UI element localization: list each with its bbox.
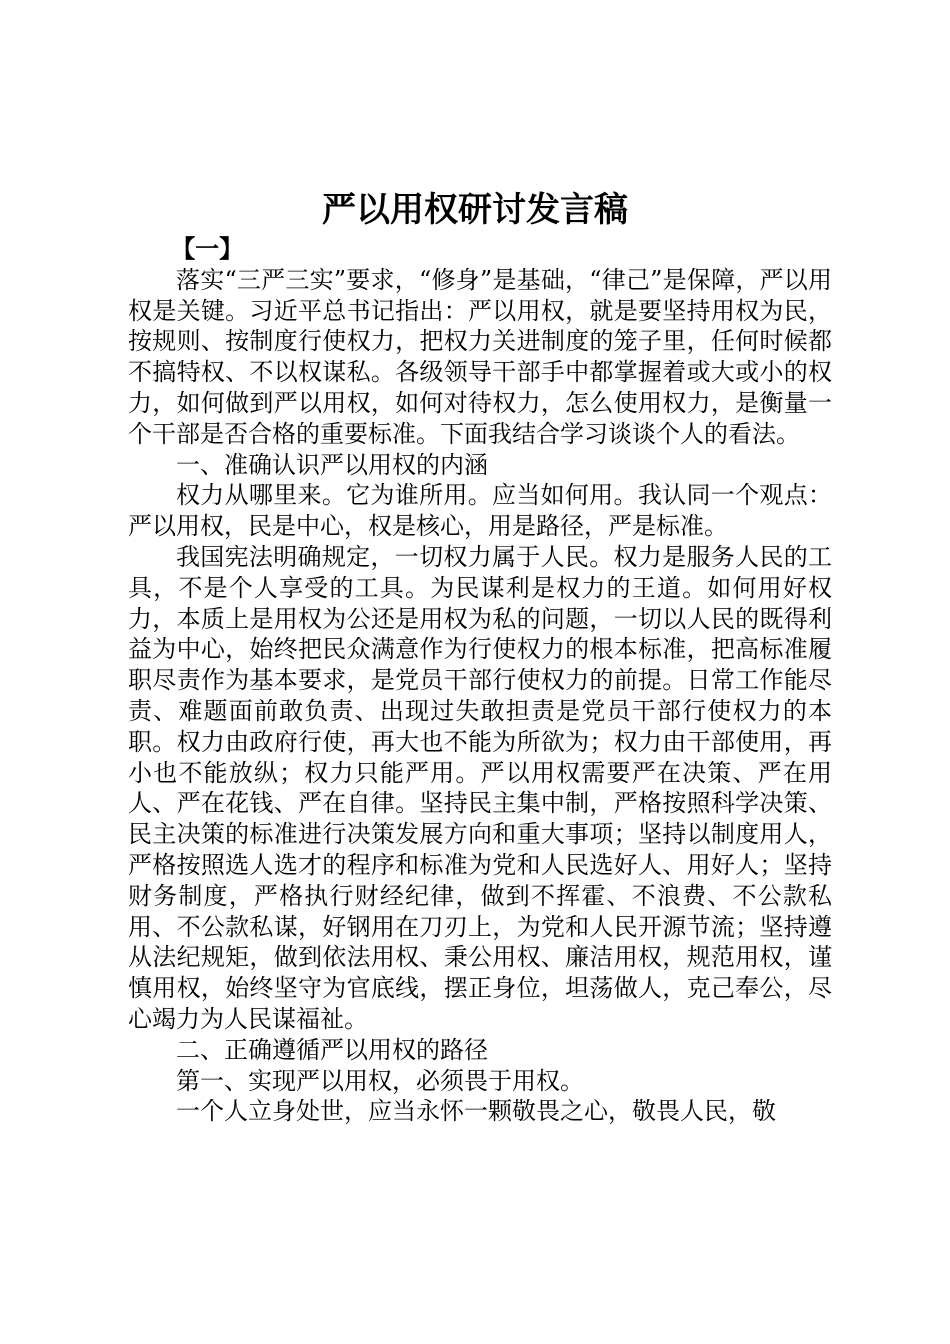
section-heading: 二、正确遵循严以用权的路径 <box>176 1035 488 1064</box>
body-paragraph: 落实“三严三实”要求，“修身”是基础，“律己”是保障，严以用权是关键。习近平总书记指出：严以用权，就是要坚持用权为民，按规则、按制度行使权力，把权力关进制度的笼子里，任何时候都不搞特权、不以权谋私。各级领导干部手中都掌握着或大或小的权力，如何做到严以用权，如何对待权力，怎么使用权力，是衡量一个干部是否合格的重要标准。下面我结合学习谈谈个人的看法。 <box>128 265 832 448</box>
document-body <box>128 234 832 1127</box>
sub-heading: 第一、实现严以用权，必须畏于用权。 <box>176 1066 584 1095</box>
document-title: 严以用权研讨发言稿 <box>322 190 628 230</box>
body-paragraph: 权力从哪里来。它为谁所用。应当如何用。我认同一个观点：严以用权，民是中心，权是核心，用是路径，严是标准。 <box>128 481 832 541</box>
section-heading: 一、准确认识严以用权的内涵 <box>176 450 488 479</box>
section-marker: 【一】 <box>171 234 244 263</box>
body-paragraph: 一个人立身处世，应当永怀一颗敬畏之心，敬畏人民，敬 <box>176 1097 776 1126</box>
body-paragraph: 我国宪法明确规定，一切权力属于人民。权力是服务人民的工具，不是个人享受的工具。为民谋利是权力的王道。如何用好权力，本质上是用权为公还是用权为私的问题，一切以人民的既得利益为中心，始终把民众满意作为行使权力的根本标准，把高标准履职尽责作为基本要求，是党员干部行使权力的前提。日常工作能尽责、难题面前敢负责、出现过失敢担责是党员干部行使权力的本职。权力由政府行使，再大也不能为所欲为；权力由干部使用，再小也不能放纵；权力只能严用。严以用权需要严在决策、严在用人、严在花钱、严在自律。坚持民主集中制，严格按照科学决策、民主决策的标准进行决策发展方向和重大事项；坚持以制度用人，严格按照选人选才的程序和标准为党和人民选好人、用好人；坚持财务制度，严格执行财经纪律，做到不挥霍、不浪费、不公款私用、不公款私谋，好钢用在刀刃上，为党和人民开源节流；坚持遵从法纪规矩，做到依法用权、秉公用权、廉洁用权，规范用权，谨慎用权，始终坚守为官底线，摆正身位，坦荡做人，克己奉公，尽心竭力为人民谋福祉。 <box>128 542 832 1033</box>
